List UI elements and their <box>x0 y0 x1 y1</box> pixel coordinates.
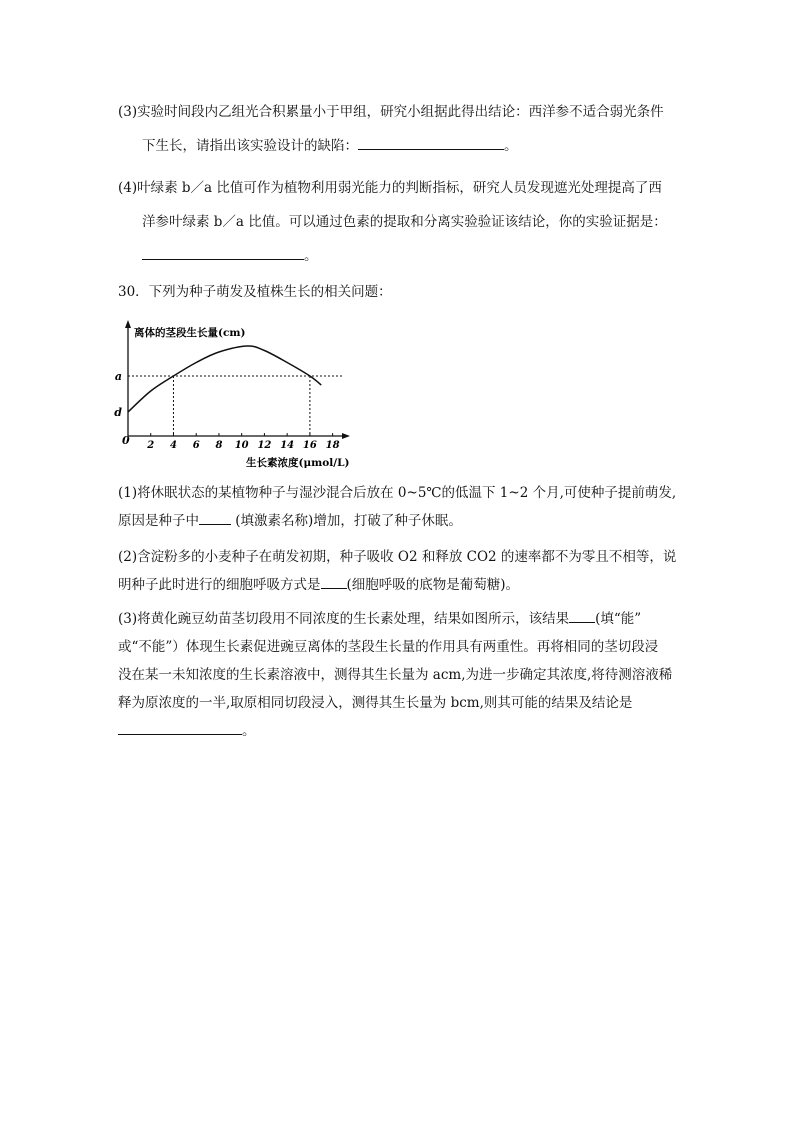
question-3-paragraph <box>118 95 698 163</box>
sub-question-3-line-1 <box>118 605 688 633</box>
answer-blank-conclusion[interactable] <box>118 720 242 735</box>
sub-question-1-line-2 <box>118 507 688 535</box>
sub-question-1-text-a: 原因是种子中 <box>118 513 199 529</box>
sub-question-3-text-a: (3)将黄化豌豆幼苗茎切段用不同浓度的生长素处理，结果如图所示，该结果 <box>118 611 570 627</box>
question-3-text: 下生长，请指出该实验设计的缺陷： <box>142 138 358 154</box>
sub-question-3-line-4: 释为原浓度的一半,取原相同切段浸入，测得其生长量为 bcm,则其可能的结果及结论是 <box>118 695 633 711</box>
growth-curve <box>128 346 321 412</box>
y-tick-label: a <box>114 370 122 383</box>
sub-question-2-text-a: 明种子此时进行的细胞呼吸方式是 <box>118 577 321 593</box>
y-tick-label: d <box>114 406 122 419</box>
chart-x-axis-label: 生长素浓度(μmol/L) <box>246 457 350 468</box>
answer-blank-can-or-cannot[interactable] <box>569 608 595 623</box>
answer-blank-respiration[interactable] <box>321 574 347 589</box>
x-tick-label: 10 <box>234 440 249 451</box>
sub-question-3-period: 。 <box>242 723 256 739</box>
sub-question-2-text-b: (细胞呼吸的底物是葡萄糖)。 <box>346 577 520 593</box>
question-3-period: 。 <box>504 138 518 154</box>
x-axis-arrow <box>342 433 350 439</box>
answer-blank-q4[interactable] <box>142 245 304 260</box>
question-3-line-1: (3)实验时间段内乙组光合积累量小于甲组，研究小组据此得出结论：西洋参不适合弱光条件 <box>118 104 664 120</box>
auxin-growth-chart <box>112 316 352 468</box>
x-tick-label: 4 <box>169 440 177 451</box>
chart-axes <box>114 320 350 451</box>
sub-question-1-text-b: (填激素名称)增加，打破了种子休眠。 <box>231 513 462 529</box>
x-tick-label: 8 <box>215 440 223 451</box>
sub-question-3-text-b: (填“能” <box>595 611 642 627</box>
sub-question-3-line-2: 或“不能”）体现生长素促进豌豆离体的茎段生长量的作用具有两重性。再将相同的茎切段浸 <box>118 639 659 655</box>
sub-question-3-line-5 <box>118 717 688 745</box>
sub-question-1 <box>118 479 688 535</box>
x-tick-label: 2 <box>147 440 155 451</box>
question-3-line-2 <box>118 129 698 163</box>
sub-question-3-line-3: 没在某一未知浓度的生长素溶液中，测得其生长量为 acm,为进一步确定其浓度,将待测溶液稀 <box>118 667 673 683</box>
x-tick-label: 16 <box>302 440 317 451</box>
answer-blank-hormone[interactable] <box>199 510 231 525</box>
question-4-period: 。 <box>304 248 318 264</box>
x-tick-label: 18 <box>325 440 340 451</box>
question-4-line-2: 洋参叶绿素 b／a 比值。可以通过色素的提取和分离实验验证该结论，你的实验证据是： <box>142 214 667 230</box>
chart-y-axis-label: 离体的茎段生长量(cm) <box>134 327 246 339</box>
question-4-line-1: (4)叶绿素 b／a 比值可作为植物利用弱光能力的判断指标，研究人员发现遮光处理提高了西 <box>118 180 662 196</box>
y-axis-arrow <box>125 320 131 328</box>
sub-question-1-line-1: (1)将休眠状态的某植物种子与湿沙混合后放在 0~5℃的低温下 1~2 个月,可使种子提前萌发, <box>118 485 677 501</box>
sub-question-2 <box>118 543 688 599</box>
x-tick-label: 6 <box>192 440 200 451</box>
sub-question-2-line-1: (2)含淀粉多的小麦种子在萌发初期，种子吸收 O2 和释放 CO2 的速率都不为零且不相等，说 <box>118 549 677 565</box>
x-tick-label: 12 <box>257 440 272 451</box>
sub-question-3 <box>118 605 688 745</box>
x-tick-label: 14 <box>280 440 295 451</box>
question-4-line-3 <box>118 239 698 273</box>
answer-blank-q3[interactable] <box>358 135 504 150</box>
sub-question-2-line-2 <box>118 571 688 599</box>
chart-origin-label: 0 <box>122 434 130 447</box>
question-4-paragraph <box>118 171 698 273</box>
question-30-title: 30．下列为种子萌发及植株生长的相关问题： <box>118 284 392 300</box>
chart-series <box>128 346 321 412</box>
